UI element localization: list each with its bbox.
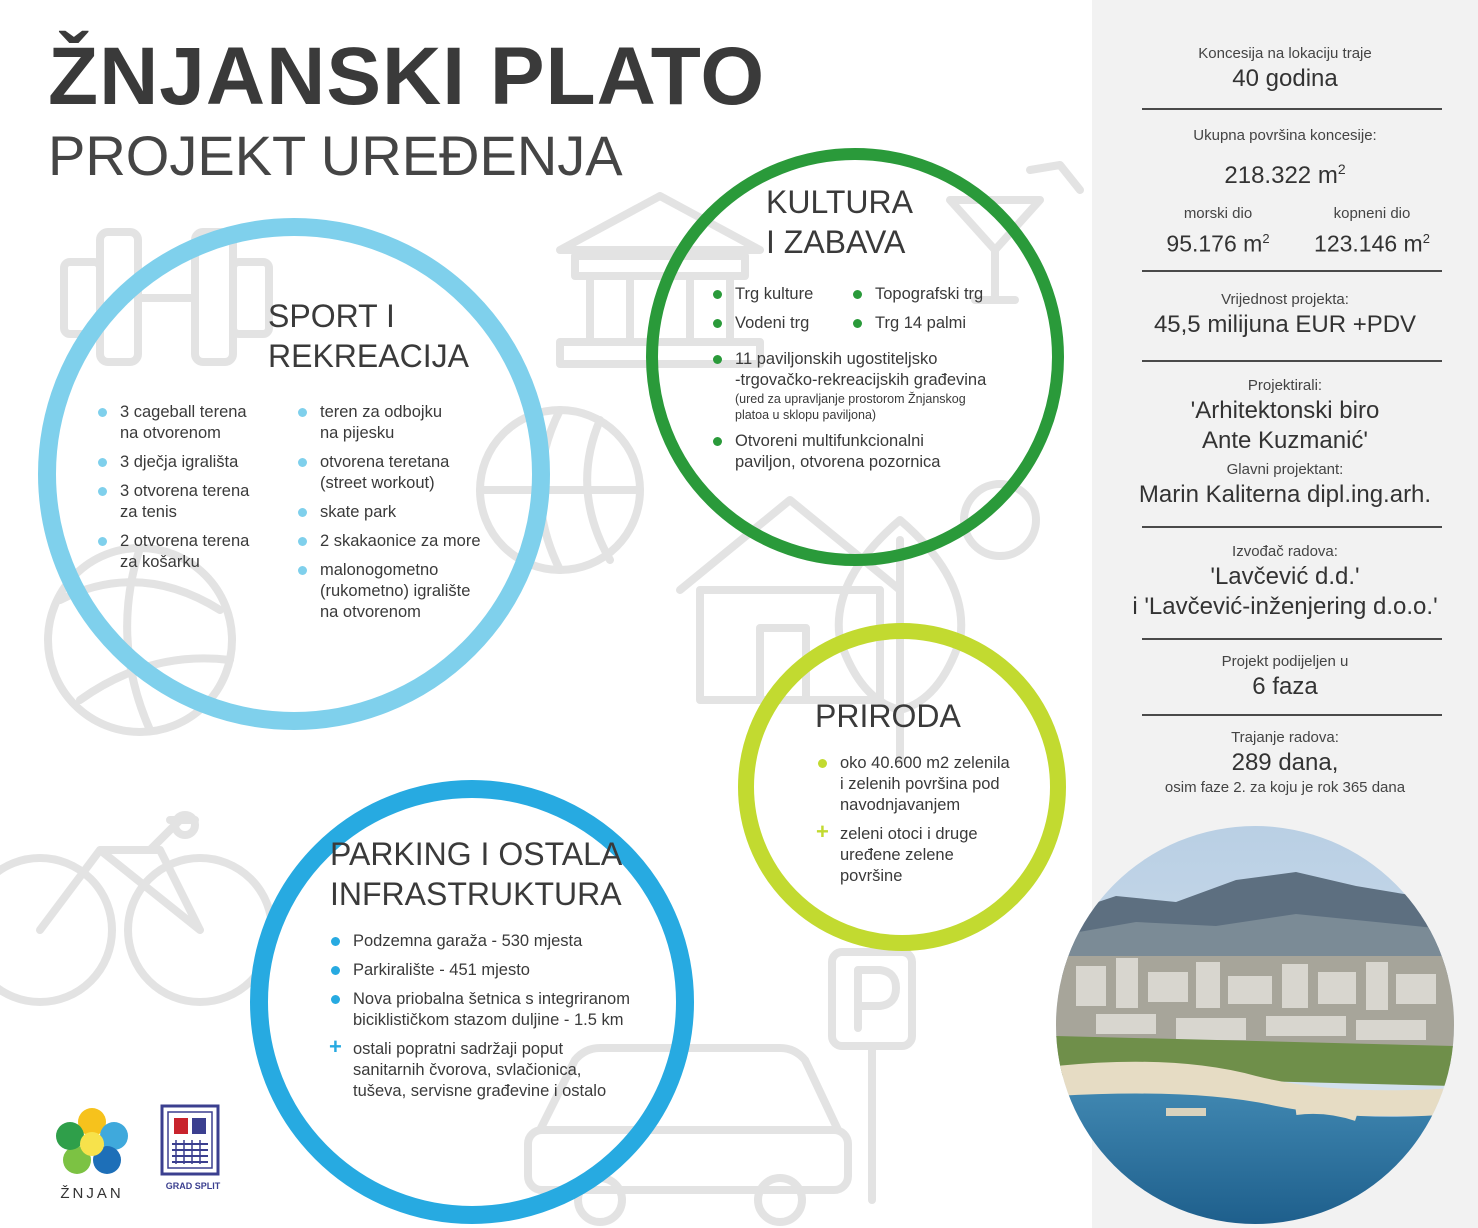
list-item [298,402,508,444]
kultura-item-text: Otvoreni multifunkcionalni paviljon, otvorena pozornica [735,432,941,471]
kultura-grid-right [853,284,1013,342]
parking-heading [330,834,622,914]
bullet-icon [853,319,862,328]
plus-icon: + [816,819,829,844]
stat-concession [1092,44,1478,94]
list-item [331,989,676,1031]
bullet-icon [713,290,722,299]
priroda-heading: PRIRODA [815,698,961,734]
parking-item-text: Parkiralište - 451 mjesto [353,961,530,979]
stat-label: Projekt podijeljen u [1221,653,1349,670]
sport-list-right [298,402,508,631]
stat-label: Vrijednost projekta: [1221,291,1349,308]
kultura-heading-line-1: KULTURA [766,184,913,220]
stat-label: Trajanje radova: [1231,729,1339,746]
stat-label: Ukupna površina koncesije: [1193,127,1377,144]
list-item [298,531,508,552]
znjan-logo [52,1108,132,1202]
list-item [816,819,1033,887]
znjan-flower-icon [52,1108,132,1178]
bullet-icon [298,508,307,517]
stat-designers [1092,376,1478,510]
parking-item-text: Nova priobalna šetnica s integriranom biciklističkom stazom duljine - 1.5 km [353,990,630,1029]
list-item [713,349,1033,423]
stat-duration [1092,728,1478,798]
list-item [98,402,288,444]
sport-item-text: otvorena teretana (street workout) [320,453,450,492]
stat-value: 40 godina [1232,65,1338,92]
bullet-icon [98,537,107,546]
list-item [713,431,1033,473]
grad-split-logo-text: GRAD SPLIT [165,1181,221,1191]
list-item [331,931,676,952]
divider [1142,526,1442,528]
sport-heading-line-1: SPORT I [268,298,395,334]
superscript: 2 [1262,231,1270,246]
area-value-text: 218.322 m [1224,162,1338,189]
kultura-item-text: Trg kulture [735,285,814,303]
list-item [98,481,288,523]
stat-value-project [1092,290,1478,340]
bullet-icon [98,458,107,467]
stat-value [1092,154,1478,191]
kultura-heading [766,182,913,262]
plus-icon: + [329,1034,342,1059]
list-item [98,452,288,473]
kultura-item-note: (ured za upravljanje prostorom Žnjanskog platoa u sklopu paviljona) [735,392,966,422]
sport-heading-line-2: REKREACIJA [268,338,469,374]
stat-value: 6 faza [1252,673,1318,700]
land-value-text: 123.146 m [1314,230,1423,257]
list-item [853,284,1013,305]
priroda-item-text: zeleni otoci i druge uređene zelene površine [840,825,978,885]
sport-item-text: 3 cageball terena na otvorenom [120,403,247,442]
priroda-item-text: oko 40.600 m2 zelenila i zelenih površina pod navodnjavanjem [840,754,1010,814]
bullet-icon [331,966,340,975]
bullet-icon [298,458,307,467]
kultura-item-text: Trg 14 palmi [875,314,967,332]
sport-item-text: 3 dječja igrališta [120,453,239,471]
stat-value [1292,224,1452,259]
parking-list [331,931,676,1110]
bullet-icon [331,995,340,1004]
sport-item-text: 3 otvorena terena za tenis [120,482,250,521]
list-item [713,313,855,334]
parking-item-text: ostali popratni sadržaji poput sanitarnih čvorova, svlačionica, tuševa, servisne građevine i ostalo [353,1040,607,1100]
stat-value: 45,5 milijuna EUR +PDV [1153,311,1417,338]
bullet-icon [331,937,340,946]
stat-label: Glavni projektant: [1226,461,1344,478]
bullet-icon [98,487,107,496]
stat-value: Marin Kaliterna dipl.ing.arh. [1138,481,1432,508]
sport-item-text: teren za odbojku na pijesku [320,403,443,442]
bullet-icon [298,566,307,575]
bicycle-icon [0,815,272,1002]
list-item [331,960,676,981]
grad-split-logo [160,1104,226,1194]
list-item [298,560,508,623]
sport-item-text: skate park [320,503,397,521]
list-item [98,531,288,573]
kultura-item-text: 11 paviljonskih ugostiteljsko -trgovačko-rekreacijskih građevina [735,350,987,389]
page-subtitle: PROJEKT UREĐENJA [48,124,623,187]
bullet-icon [853,290,862,299]
divider [1142,360,1442,362]
parking-item-text: Podzemna garaža - 530 mjesta [353,932,583,950]
sea-value-text: 95.176 m [1166,230,1263,257]
divider [1142,108,1442,110]
sport-item-text: 2 skakaonice za more [320,532,481,550]
stat-label: kopneni dio [1333,205,1411,222]
divider [1142,714,1442,716]
divider [1142,270,1442,272]
divider [1142,638,1442,640]
stat-label: morski dio [1183,205,1253,222]
sport-item-text: 2 otvorena terena za košarku [120,532,250,571]
list-item [298,452,508,494]
list-item [298,502,508,523]
priroda-list [818,753,1033,895]
stat-land [1292,204,1452,259]
stat-note: osim faze 2. za koju je rok 365 dana [1164,779,1406,796]
aerial-city-photo [1056,826,1454,1224]
stat-label: Izvođač radova: [1232,543,1338,560]
sport-heading [268,296,469,376]
stat-area [1092,126,1478,191]
list-item [713,284,855,305]
stat-sea [1138,204,1298,259]
parking-heading-line-2: INFRASTRUKTURA [330,876,622,912]
grad-split-emblem-icon [160,1104,220,1176]
stat-label: Projektirali: [1247,377,1323,394]
page-title: ŽNJANSKI PLATO [48,31,766,122]
kultura-grid-left [713,284,855,342]
bullet-icon [298,408,307,417]
bullet-icon [298,537,307,546]
bullet-icon [713,319,722,328]
sport-list-left [98,402,288,581]
kultura-item-text: Topografski trg [875,285,984,303]
bullet-icon [98,408,107,417]
list-item [853,313,1013,334]
kultura-heading-line-2: I ZABAVA [766,224,906,260]
stat-value: 'Arhitektonski biro Ante Kuzmanić' [1190,397,1380,454]
superscript: 2 [1337,161,1346,177]
superscript: 2 [1422,231,1430,246]
stat-value: 289 dana, [1231,749,1339,776]
list-item [329,1034,676,1102]
stat-value [1138,224,1298,259]
stat-value: 'Lavčević d.d.' i 'Lavčević-inženjering d.o.o.' [1132,563,1438,620]
bullet-icon [818,759,827,768]
znjan-logo-text: ŽNJAN [60,1185,124,1202]
stat-phases [1092,652,1478,702]
parking-heading-line-1: PARKING I OSTALA [330,836,623,872]
stat-contractor [1092,542,1478,622]
kultura-list [713,349,1033,481]
list-item [818,753,1033,816]
bullet-icon [713,355,722,364]
stat-label: Koncesija na lokaciju traje [1198,45,1372,62]
kultura-item-text: Vodeni trg [735,314,810,332]
sport-item-text: malonogometno (rukometno) igralište na otvorenom [320,561,471,621]
bullet-icon [713,437,722,446]
